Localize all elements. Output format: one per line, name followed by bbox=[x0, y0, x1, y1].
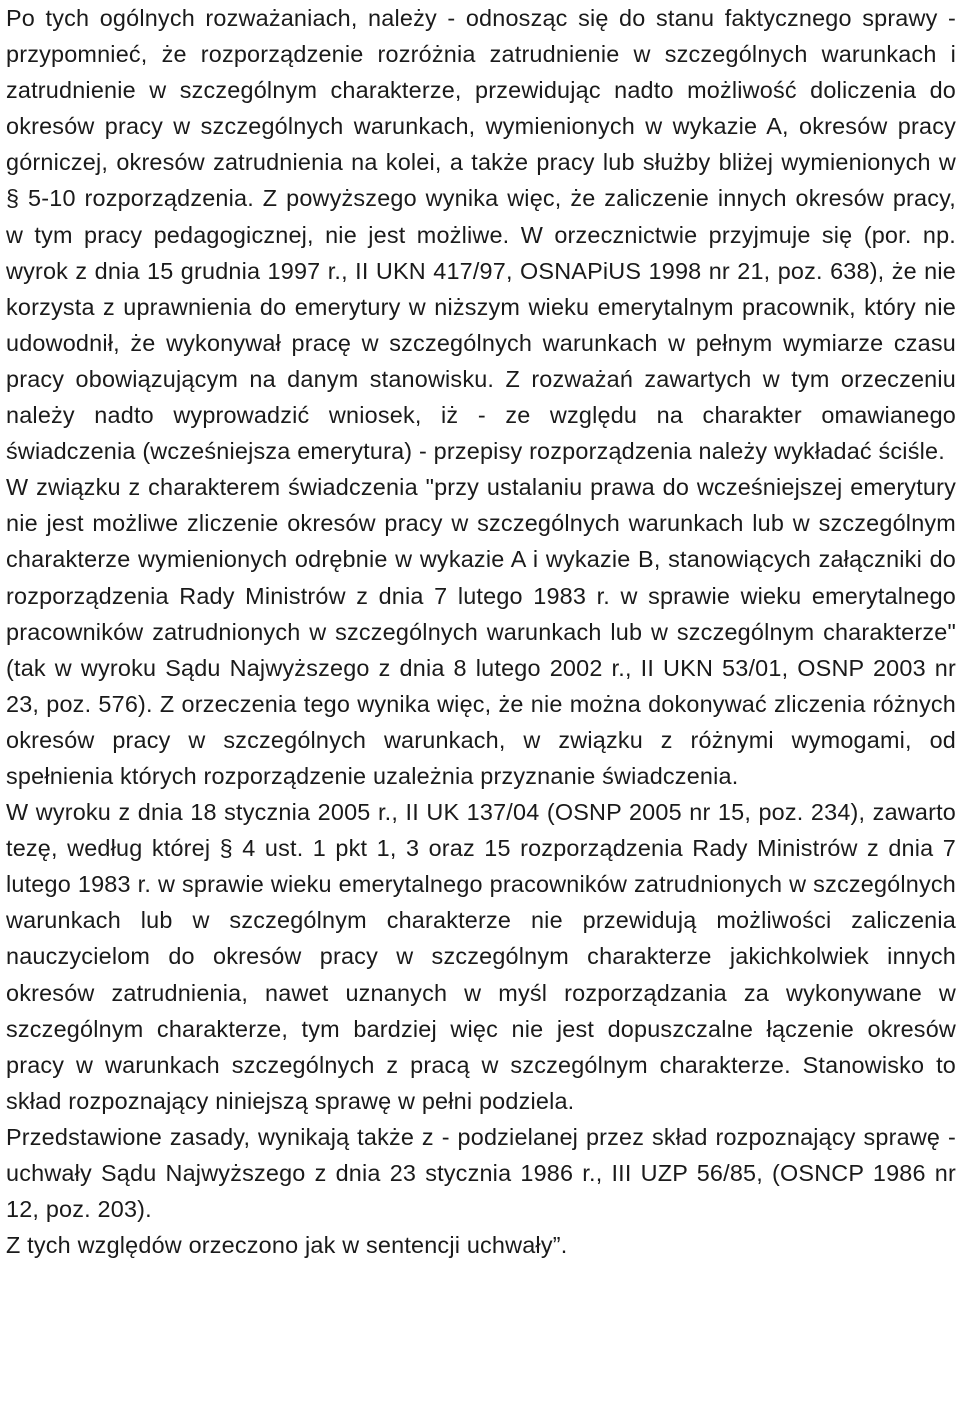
paragraph-4: Przedstawione zasady, wynikają także z - podzielanej przez skład rozpoznający sprawę - uchwały Sądu Najwyższego z dnia 23 stycznia 1986 r., III UZP 56/85, (OSNCP 1986 nr 12, poz. 203). bbox=[6, 1123, 956, 1223]
paragraph-1: Po tych ogólnych rozważaniach, należy - odnosząc się do stanu faktycznego sprawy - przypomnieć, że rozporządzenie rozróżnia zatrudnienie w szczególnych warunkach i zatrudnienie w szczególnym charakterze, przewidując nadto możliwość doliczenia do okresów pracy w szczególnych warunkach, wymienionych w wykazie A, okresów pracy górniczej, okresów zatrudnienia na kolei, a także pracy lub służby bliżej wymienionych w § 5-10 rozporządzenia. Z powyższego wynika więc, że zaliczenie innych okresów pracy, w tym pracy pedagogicznej, nie jest możliwe. W orzecznictwie przyjmuje się (por. np. wyrok z dnia 15 grudnia 1997 r., II UKN 417/97, OSNAPiUS 1998 nr 21, poz. 638), że nie korzysta z uprawnienia do emerytury w niższym wieku emerytalnym pracownik, który nie udowodnił, że wykonywał pracę w szczególnych warunkach w pełnym wymiarze czasu pracy obowiązującym na danym stanowisku. Z rozważań zawartych w tym orzeczeniu należy nadto wyprowadzić wniosek, iż - ze względu na charakter omawianego świadczenia (wcześniejsza emerytura) - przepisy rozporządzenia należy wykładać ściśle. bbox=[6, 5, 956, 465]
paragraph-3: W wyroku z dnia 18 stycznia 2005 r., II UK 137/04 (OSNP 2005 nr 15, poz. 234), zawarto tezę, według której § 4 ust. 1 pkt 1, 3 oraz 15 rozporządzenia Rady Ministrów z dnia 7 lutego 1983 r. w sprawie wieku emerytalnego pracowników zatrudnionych w szczególnych warunkach lub w szczególnym charakterze nie przewidują możliwości zaliczenia nauczycielom do okresów pracy w szczególnym charakterze jakichkolwiek innych okresów zatrudnienia, nawet uznanych w myśl rozporządzania za wykonywane w szczególnym charakterze, tym bardziej więc nie jest dopuszczalne łączenie okresów pracy w warunkach szczególnych z pracą w szczególnym charakterze. Stanowisko to skład rozpoznający niniejszą sprawę w pełni podziela. bbox=[6, 799, 956, 1114]
paragraph-5: Z tych względów orzeczono jak w sentencji uchwały”. bbox=[6, 1232, 568, 1259]
document-body bbox=[6, 0, 956, 1263]
paragraph-2: W związku z charakterem świadczenia "przy ustalaniu prawa do wcześniejszej emerytury nie jest możliwe zliczenie okresów pracy w szczególnych warunkach lub w szczególnym charakterze wymienionych odrębnie w wykazie A i wykazie B, stanowiących załączniki do rozporządzenia Rady Ministrów z dnia 7 lutego 1983 r. w sprawie wieku emerytalnego pracowników zatrudnionych w szczególnych warunkach lub w szczególnym charakterze" (tak w wyroku Sądu Najwyższego z dnia 8 lutego 2002 r., II UKN 53/01, OSNP 2003 nr 23, poz. 576). Z orzeczenia tego wynika więc, że nie można dokonywać zliczenia różnych okresów pracy w szczególnych warunkach, w związku z różnymi wymogami, od spełnienia których rozporządzenie uzależnia przyznanie świadczenia. bbox=[6, 474, 956, 789]
